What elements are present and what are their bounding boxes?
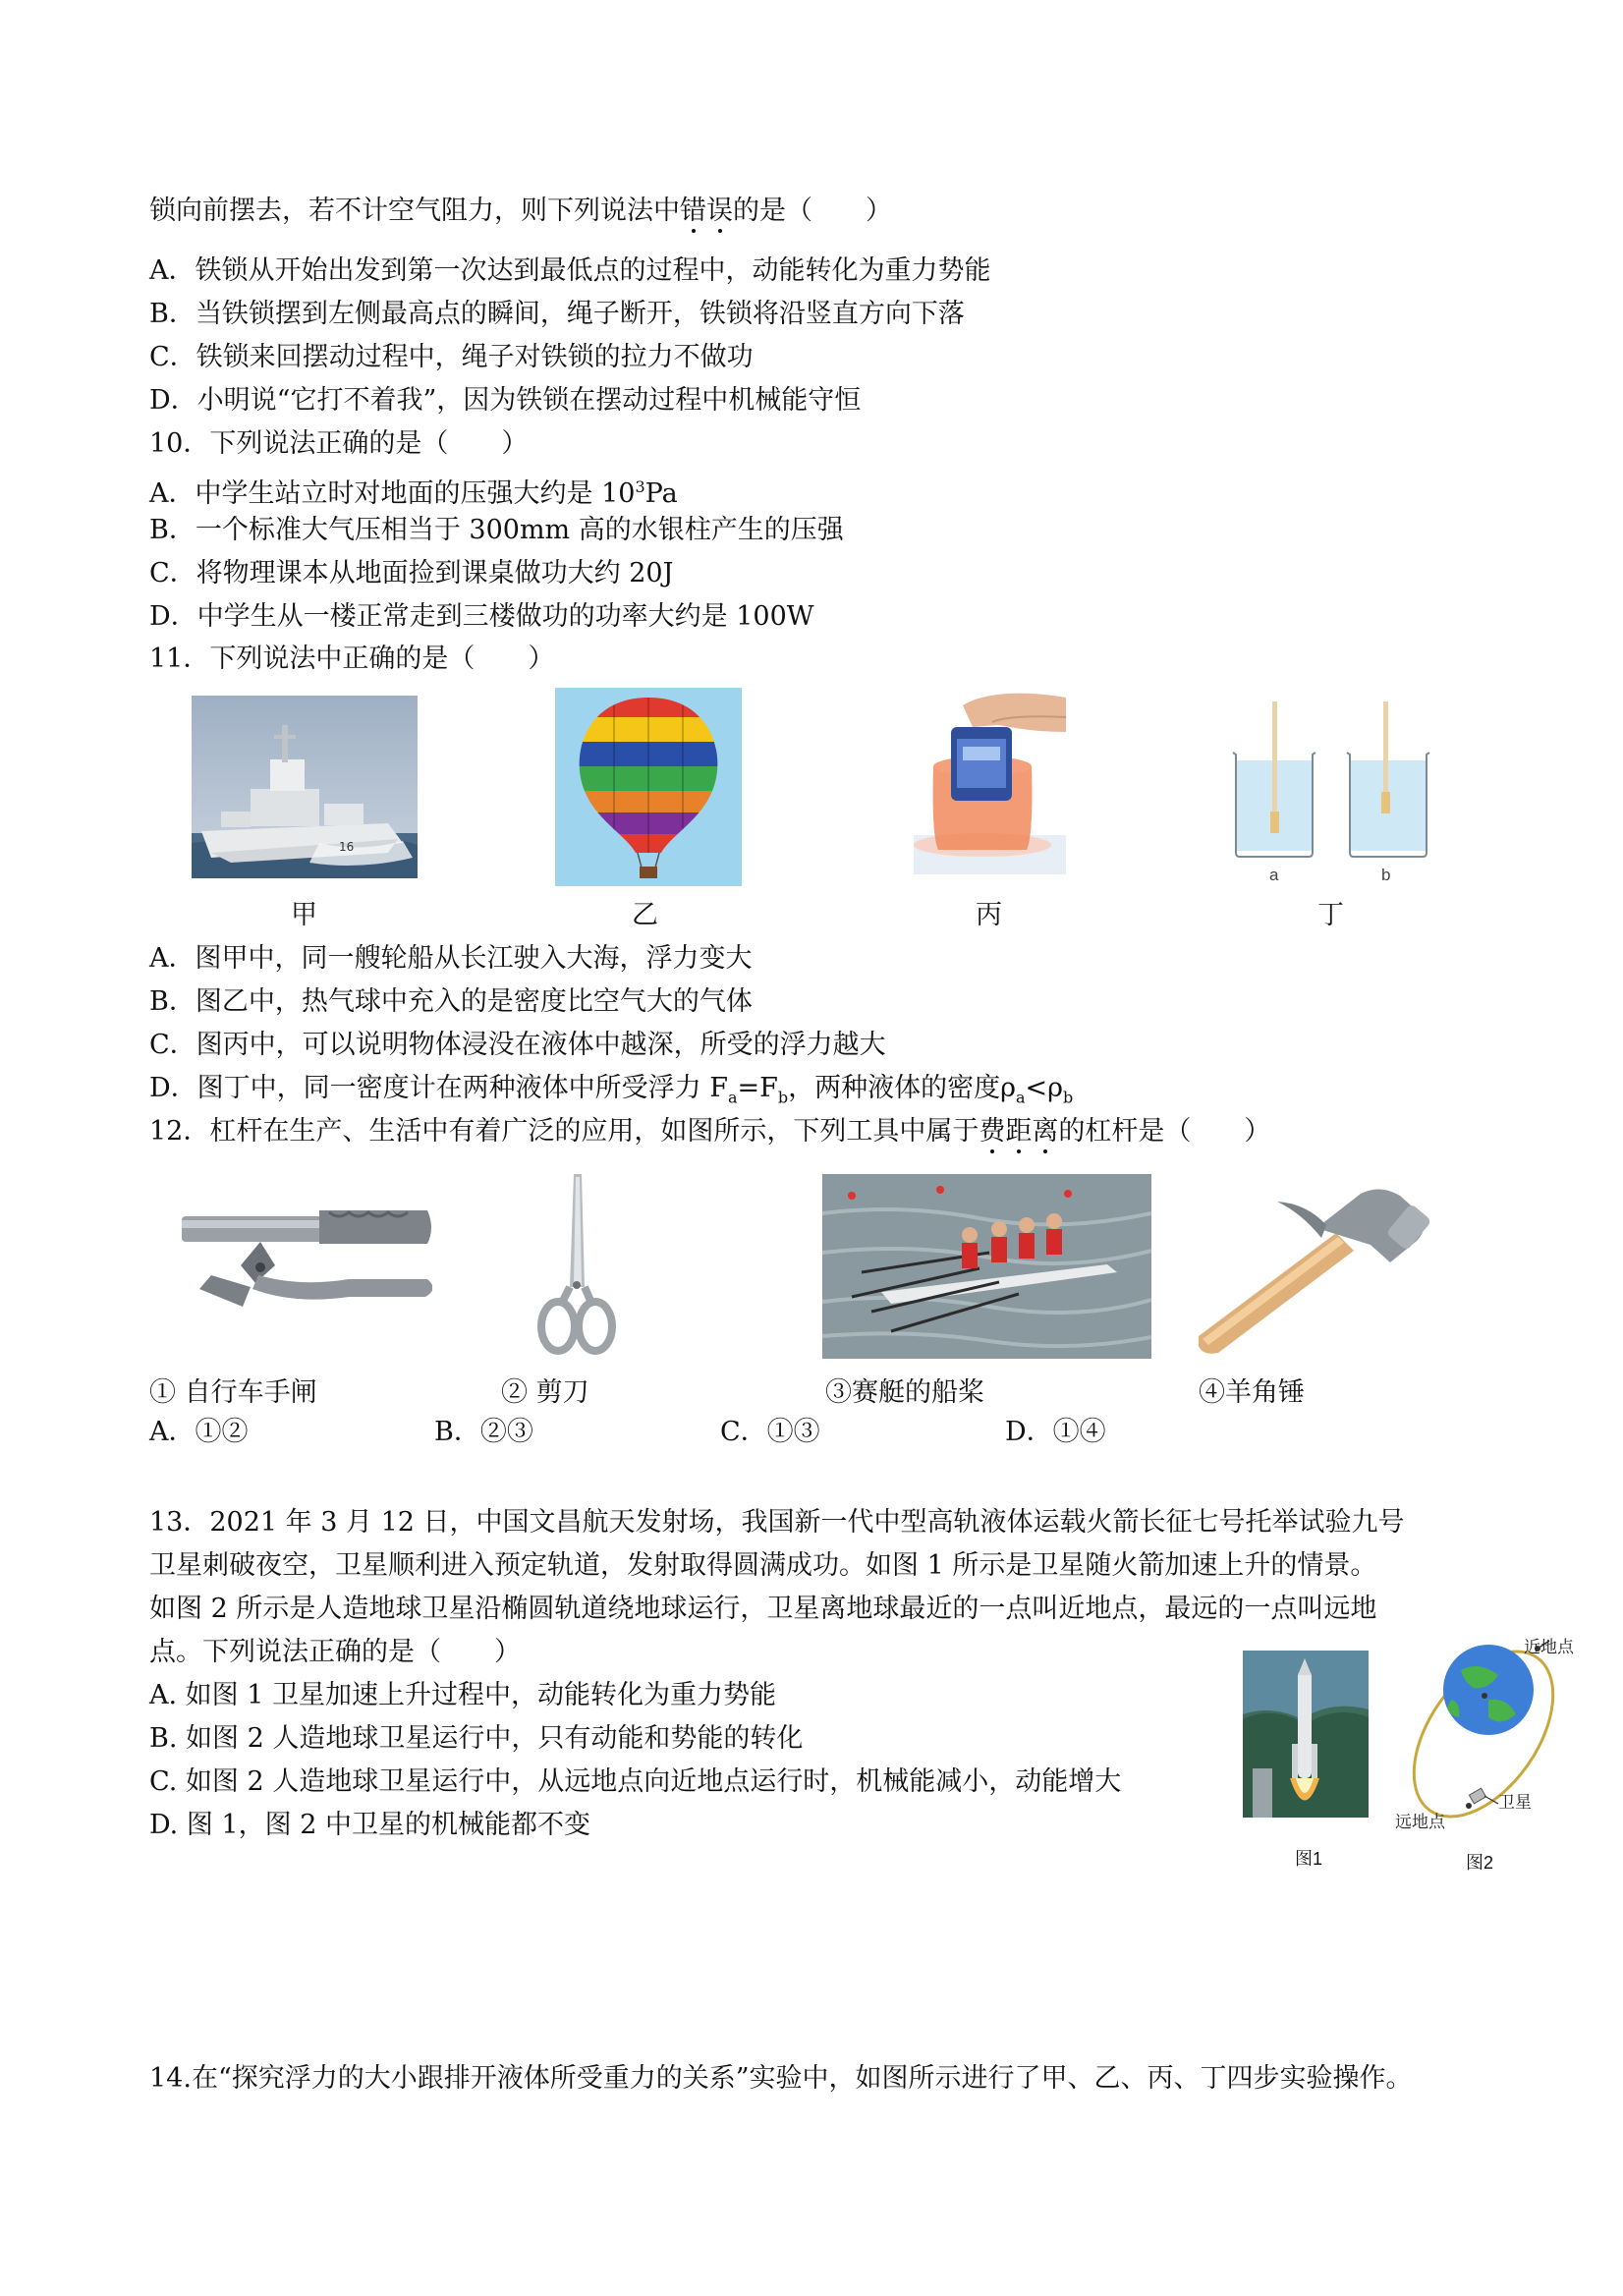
q9-emph-1: 错 <box>680 196 706 226</box>
q12-stem: 12．杠杆在生产、生活中有着广泛的应用，如图所示，下列工具中属于费距离的杠杆是（ ） <box>149 1116 1271 1147</box>
caption-scissors: ② 剪刀 <box>501 1377 589 1408</box>
fig1-label: 图1 <box>1295 1849 1323 1869</box>
caption-jia: 甲 <box>291 900 317 930</box>
fig2-label: 图2 <box>1466 1853 1494 1873</box>
q11-option-b: B．图乙中，热气球中充入的是密度比空气大的气体 <box>149 986 753 1017</box>
q9-option-d: D．小明说“它打不着我”，因为铁锁在摆动过程中机械能守恒 <box>149 385 862 416</box>
svg-text:16: 16 <box>339 840 355 854</box>
q12-option-a: A．①② <box>149 1417 249 1447</box>
q13-stem-line-3: 如图 2 所示是人造地球卫星沿椭圆轨道绕地球运行，卫星离地球最近的一点叫近地点，最远的一点叫远地 <box>149 1594 1377 1624</box>
q10-stem: 10．下列说法正确的是（ ） <box>149 428 529 459</box>
rowing-boat-image <box>822 1174 1151 1359</box>
q11-option-a: A．图甲中，同一艘轮船从长江驶入大海，浮力变大 <box>149 943 753 974</box>
q9-emph-2: 误 <box>706 196 733 226</box>
hot-air-balloon-image <box>555 688 742 886</box>
caption-yi: 乙 <box>632 900 658 930</box>
q13-stem-line-4: 点。下列说法正确的是（ ） <box>149 1637 521 1667</box>
beaker-label-b: b <box>1381 866 1391 884</box>
rocket-launch-image <box>1243 1651 1369 1818</box>
q12-option-c: C．①③ <box>720 1417 820 1447</box>
q12-option-d: D．①④ <box>1005 1417 1106 1447</box>
q13-option-b: B. 如图 2 人造地球卫星运行中，只有动能和势能的转化 <box>149 1723 804 1754</box>
warship-image <box>192 696 418 878</box>
q10-option-b: B．一个标准大气压相当于 300mm 高的水银柱产生的压强 <box>149 515 844 545</box>
q9-option-a: A．铁锁从开始出发到第一次达到最低点的过程中，动能转化为重力势能 <box>149 255 991 286</box>
q9-option-c: C．铁锁来回摆动过程中，绳子对铁锁的拉力不做功 <box>149 342 754 372</box>
q10-option-c: C．将物理课本从地面捡到课桌做功大约 20J <box>149 558 674 588</box>
q10-option-a: A．中学生站立时对地面的压强大约是 $10^3Pa$ <box>149 477 678 509</box>
caption-oar: ③赛艇的船桨 <box>825 1377 984 1408</box>
q14-stem: 14.在“探究浮力的大小跟排开液体所受重力的关系”实验中，如图所示进行了甲、乙、丙、丁四步实验操作。 <box>149 2063 1413 2094</box>
can-in-water-image <box>904 688 1071 884</box>
bicycle-brake-image <box>182 1206 432 1324</box>
beaker-label-a: a <box>1269 866 1279 884</box>
q13-option-c: C. 如图 2 人造地球卫星运行中，从远地点向近地点运行时，机械能减小，动能增大 <box>149 1766 1122 1797</box>
q13-option-d: D. 图 1，图 2 中卫星的机械能都不变 <box>149 1810 590 1840</box>
q13-stem-line-2: 卫星刺破夜空，卫星顺利进入预定轨道，发射取得圆满成功。如图 1 所示是卫星随火箭加速上升的情景。 <box>149 1550 1377 1581</box>
apogee-label: 远地点 <box>1395 1813 1445 1831</box>
q13-stem-line-1: 13．2021 年 3 月 12 日，中国文昌航天发射场，我国新一代中型高轨液体运载火箭长征七号托举试验九号 <box>149 1507 1405 1538</box>
q9-option-b: B．当铁锁摆到左侧最高点的瞬间，绳子断开，铁锁将沿竖直方向下落 <box>149 299 965 329</box>
perigee-label: 近地点 <box>1524 1638 1574 1656</box>
caption-ding: 丁 <box>1317 900 1344 930</box>
q11-stem: 11．下列说法中正确的是（ ） <box>149 644 555 674</box>
q11-option-c: C．图丙中，可以说明物体浸没在液体中越深，所受的浮力越大 <box>149 1030 886 1060</box>
satellite-label: 卫星 <box>1498 1793 1532 1812</box>
caption-brake: ① 自行车手闸 <box>149 1377 317 1408</box>
q10-option-d: D．中学生从一楼正常走到三楼做功的功率大约是 100W <box>149 601 814 632</box>
q12-option-b: B．②③ <box>434 1417 533 1447</box>
caption-hammer: ④羊角锤 <box>1199 1377 1305 1408</box>
caption-bing: 丙 <box>976 900 1002 930</box>
claw-hammer-image <box>1189 1184 1429 1356</box>
scissors-image <box>531 1169 624 1361</box>
beakers-hydrometer-image <box>1228 694 1444 890</box>
q9-stem: 锁向前摆去，若不计空气阻力，则下列说法中错误的是（ ） <box>149 196 892 226</box>
q13-option-a: A. 如图 1 卫星加速上升过程中，动能转化为重力势能 <box>149 1680 777 1710</box>
q11-option-d: D．图丁中，同一密度计在两种液体中所受浮力 $F_a=F_b$，两种液体的密度$\rho_a<\rho_b$ <box>149 1073 1074 1107</box>
orbit-diagram <box>1390 1631 1596 1832</box>
